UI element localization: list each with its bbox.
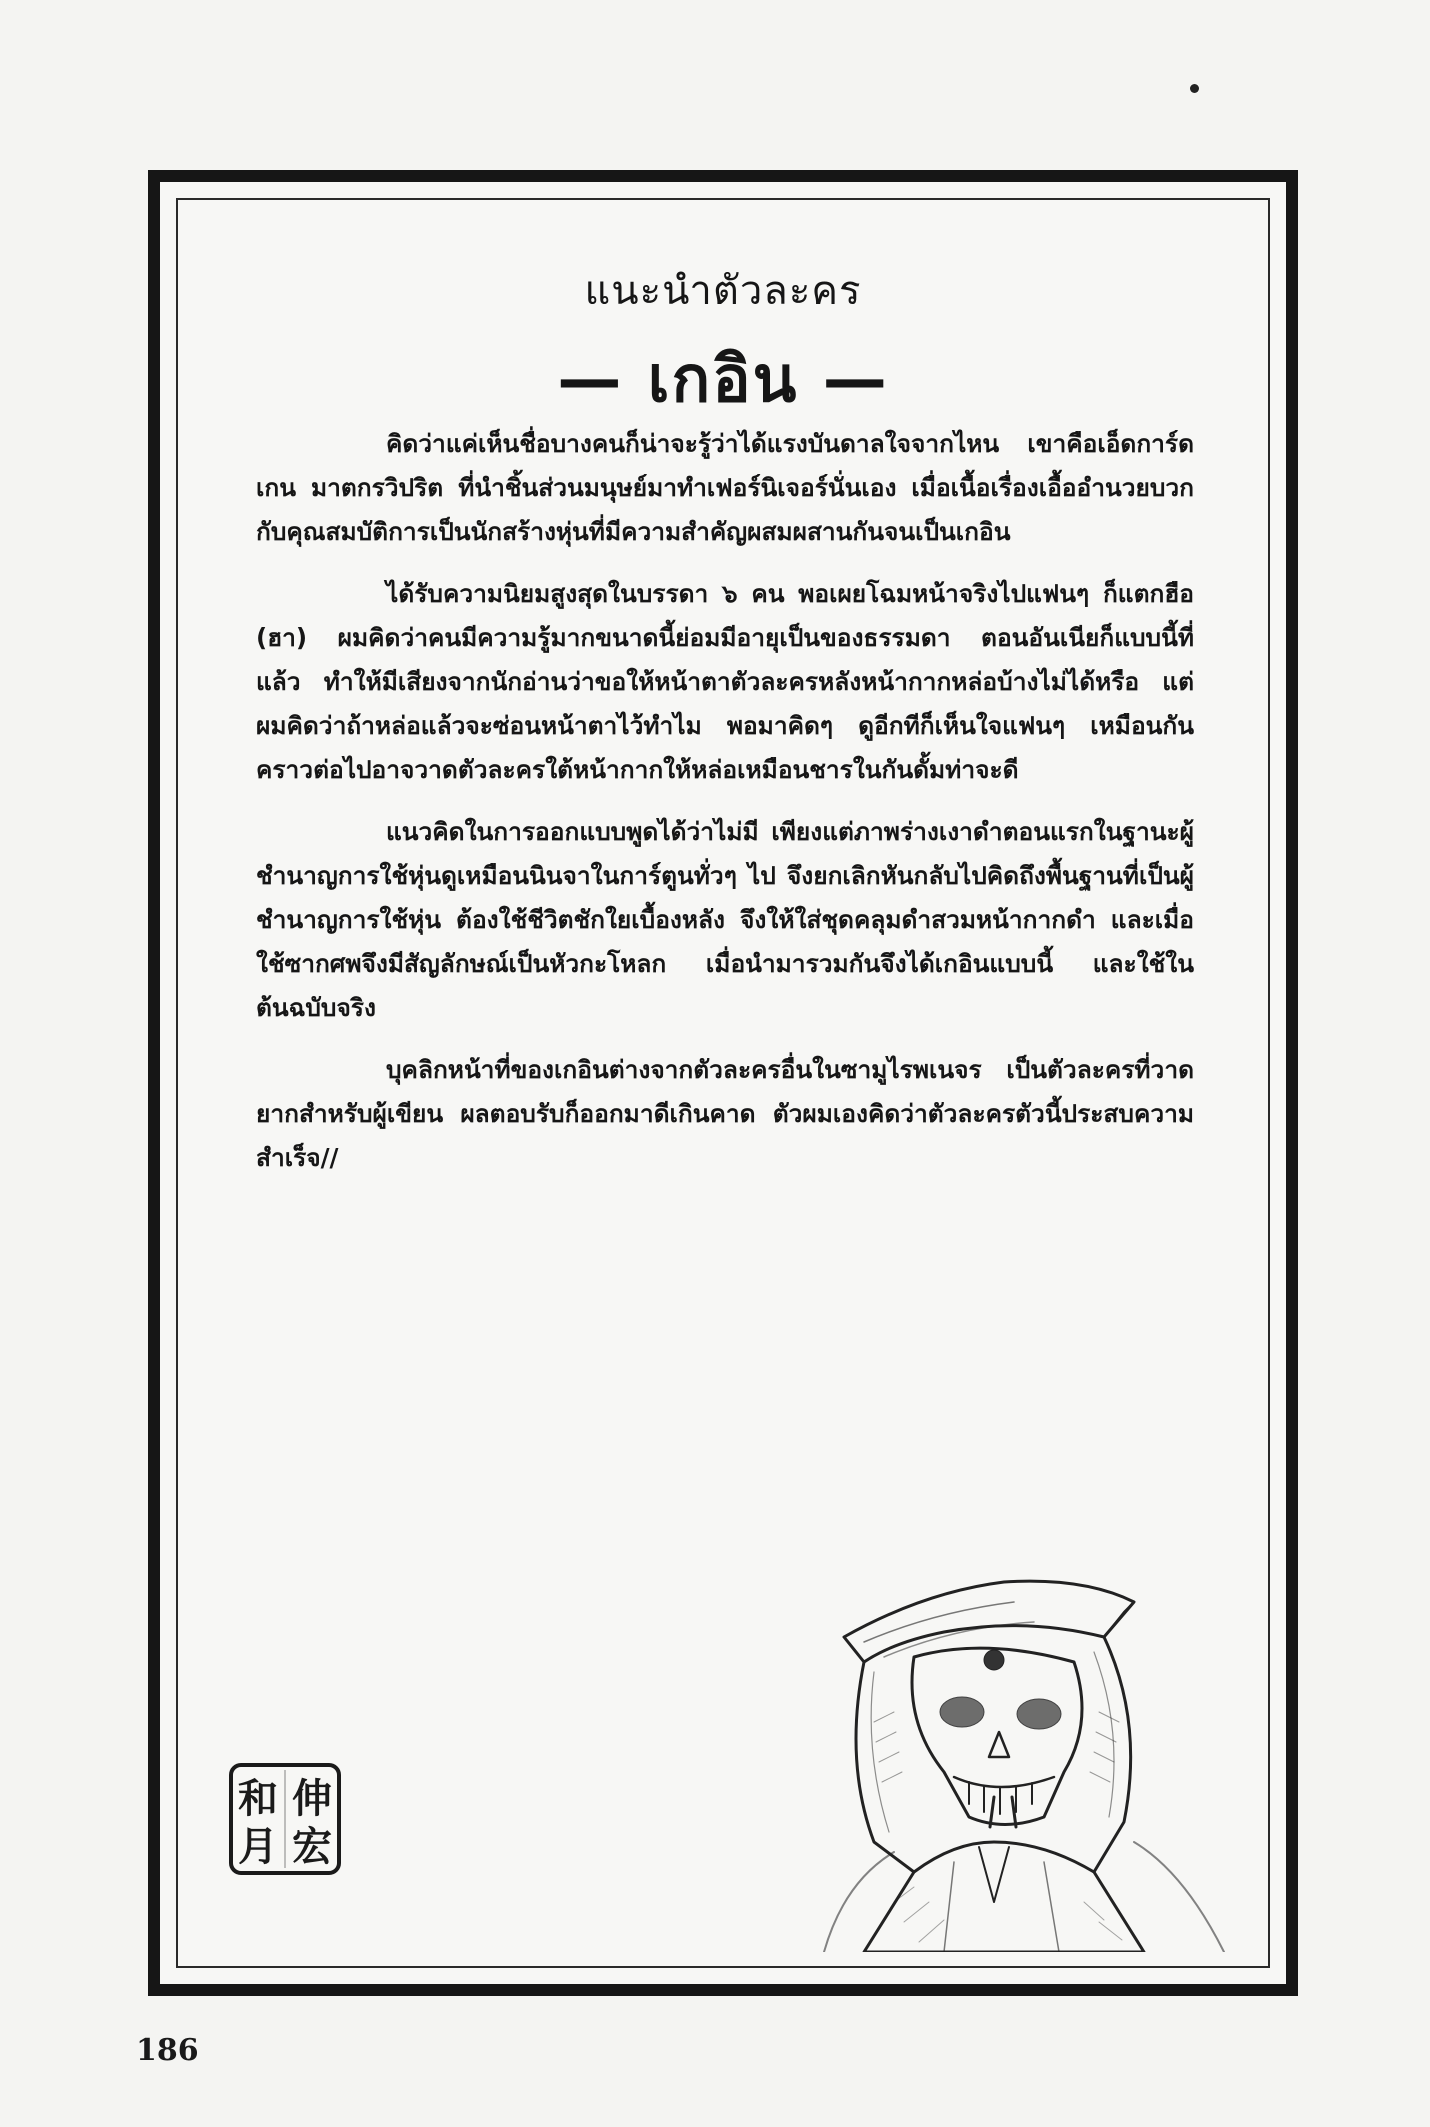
character-name-heading: — เกอิน — (557, 343, 889, 417)
paragraph-1: คิดว่าแค่เห็นชื่อบางคนก็น่าจะรู้ว่าได้แรงบันดาลใจจากไหน เขาคือเอ็ดการ์ด เกน มาตกรวิปริต ที่นำชิ้นส่วนมนุษย์มาทำเฟอร์นิเจอร์นั่นเอง เมื่อเนื้อเรื่องเอื้ออำนวยบวกกับคุณสมบัติการเป็นนักสร้างหุ่นที่มีความสำคัญผสมผสานกันจนเป็นเกอิน (256, 429, 1194, 546)
seal-char-3: 和 (238, 1775, 278, 1822)
body-text (256, 422, 1194, 1198)
artist-seal-stamp (228, 1762, 342, 1876)
skull-mask-character-illustration (804, 1542, 1244, 1952)
page-number: 186 (136, 2033, 199, 2068)
text-frame (148, 170, 1298, 1996)
paragraph-3: แนวคิดในการออกแบบพูดได้ว่าไม่มี เพียงแต่ภาพร่างเงาดำตอนแรกในฐานะผู้ชำนาญการใช้หุ่นดูเหมือนนินจาในการ์ตูนทั่วๆ ไป จึงยกเลิกหันกลับไปคิดถึงพื้นฐานที่เป็นผู้ชำนาญการใช้หุ่น ต้องใช้ชีวิตชักใยเบื้องหลัง จึงให้ใส่ชุดคลุมดำสวมหน้ากากดำ และเมื่อใช้ซากศพจึงมีสัญลักษณ์เป็นหัวกะโหลก เมื่อนำมารวมกันจึงได้เกอินแบบนี้ และใช้ในต้นฉบับจริง (256, 817, 1194, 1022)
ink-dot (1190, 84, 1199, 93)
section-subtitle: แนะนำตัวละคร (584, 268, 862, 314)
paragraph-2: ได้รับความนิยมสูงสุดในบรรดา ๖ คน พอเผยโฉมหน้าจริงไปแฟนๆ ก็แตกฮือ (ฮา) ผมคิดว่าคนมีความรู้มากขนาดนี้ย่อมมีอายุเป็นของธรรมดา ตอนอันเนียก็แบบนี้ที่แล้ว ทำให้มีเสียงจากนักอ่านว่าขอให้หน้าตาตัวละครหลังหน้ากากหล่อบ้างไม่ได้หรือ แต่ผมคิดว่าถ้าหล่อแล้วจะซ่อนหน้าตาไว้ทำไม พอมาคิดๆ ดูอีกทีก็เห็นใจแฟนๆ เหมือนกัน คราวต่อไปอาจวาดตัวละครใต้หน้ากากให้หล่อเหมือนชารในกันดั้มท่าจะดี (256, 579, 1194, 784)
seal-char-1: 伸 (292, 1775, 332, 1822)
paragraph-4: บุคลิกหน้าที่ของเกอินต่างจากตัวละครอื่นในซามูไรพเนจร เป็นตัวละครที่วาดยากสำหรับผู้เขียน ผลตอบรับก็ออกมาดีเกินคาด ตัวผมเองคิดว่าตัวละครตัวนี้ประสบความสำเร็จ// (256, 1055, 1194, 1172)
seal-char-2: 宏 (292, 1823, 332, 1870)
inner-frame (176, 198, 1270, 1968)
seal-char-4: 月 (238, 1823, 278, 1870)
